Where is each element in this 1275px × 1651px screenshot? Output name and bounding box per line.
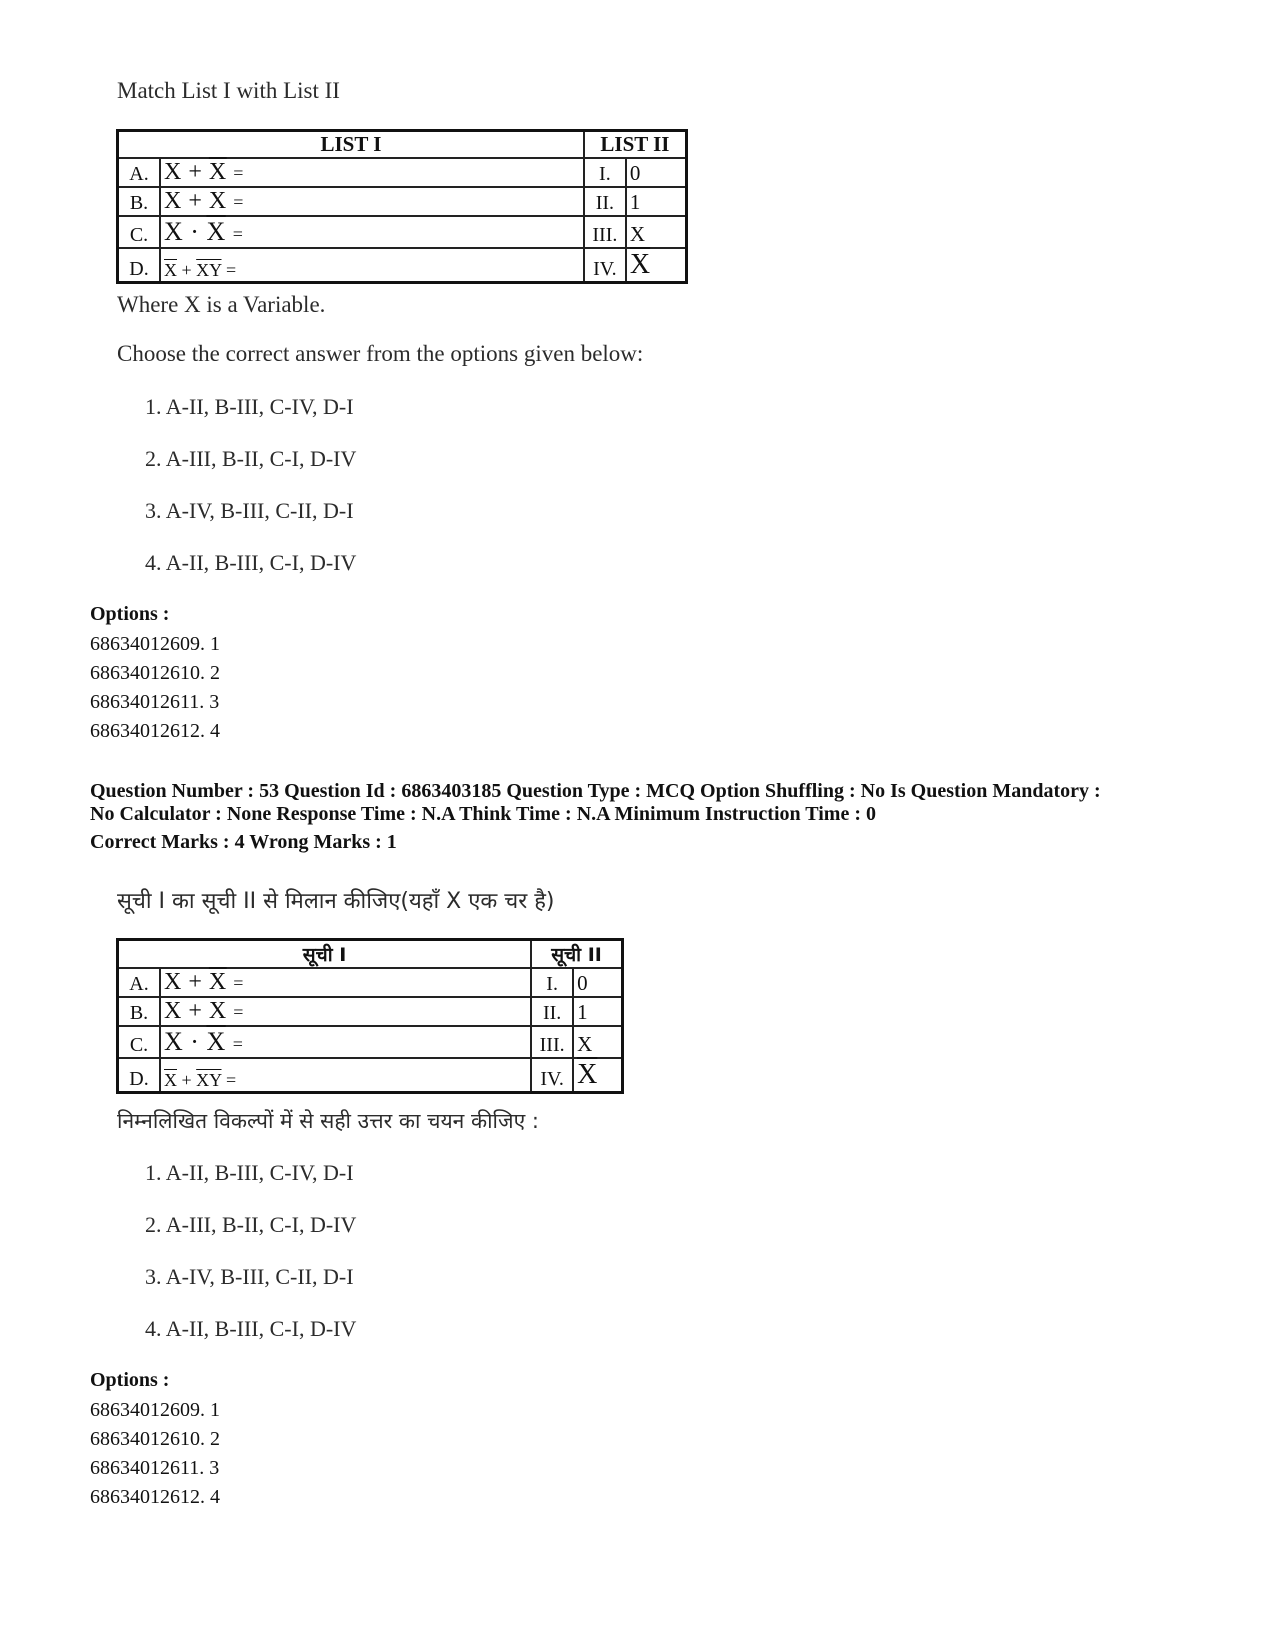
list-i-expression: X + X = [160,187,584,216]
question-meta [90,780,1210,854]
row-label: II. [584,187,626,216]
row-label: D. [118,248,161,283]
list-ii-header: सूची II [531,940,622,969]
list-ii-value: 0 [626,158,687,187]
list-ii-value: $\overline{X}$ [626,248,687,283]
options-list [90,630,220,746]
meta-line: Correct Marks : 4 Wrong Marks : 1 [90,831,397,853]
meta-line: No Calculator : None Response Time : N.A Think Time : N.A Minimum Instruction Time : 0 [90,803,876,825]
list-i-expression: $X + \overline{X}$ = [160,158,584,187]
option-item: 68634012610. 2 [90,662,220,684]
meta-line: Question Number : 53 Question Id : 6863403185 Question Type : MCQ Option Shuffling : No Is Question Mandatory : [90,780,1101,802]
row-label: D. [118,1058,161,1093]
table-row [118,158,687,187]
answer-choice: 3. A-IV, B-III, C-II, D-I [145,498,354,523]
options-list [90,1396,220,1512]
question-prompt: Match List I with List II [117,78,340,103]
options-title: Options : [90,603,170,625]
answer-choice: 1. A-II, B-III, C-IV, D-I [145,394,354,419]
answer-choice: 2. A-III, B-II, C-I, D-IV [145,1212,357,1237]
row-label: II. [531,997,573,1026]
list-ii-value: $\overline{X}$ [573,1058,622,1093]
row-label: IV. [531,1058,573,1093]
match-table [116,129,688,284]
list-i-expression: $\overline{X} + \overline{XY}$ = [160,248,584,283]
list-i-expression: $\overline{X} + \overline{XY}$ = [160,1058,531,1093]
table-row [118,968,623,997]
list-i-expression: $X + \overline{X}$ = [160,968,531,997]
table-row [118,216,687,248]
option-item: 68634012612. 4 [90,1486,220,1508]
list-ii-value: 1 [573,997,622,1026]
row-label: A. [118,968,161,997]
table-header-row [118,940,623,969]
variable-note: Where X is a Variable. [117,292,326,317]
table-row [118,248,687,283]
list-ii-value: 1 [626,187,687,216]
row-label: B. [118,997,161,1026]
answer-choice: 1. A-II, B-III, C-IV, D-I [145,1160,354,1185]
option-item: 68634012612. 4 [90,720,220,742]
row-label: III. [531,1026,573,1058]
table-row [118,1026,623,1058]
table-row [118,1058,623,1093]
table-row [118,997,623,1026]
answer-choice: 3. A-IV, B-III, C-II, D-I [145,1264,354,1289]
option-item: 68634012609. 1 [90,633,220,655]
list-i-header: LIST I [118,131,584,159]
match-table-hindi [116,938,624,1094]
row-label: I. [531,968,573,997]
question-prompt-hindi: सूची I का सूची II से मिलान कीजिए(यहाँ X एक चर है) [117,889,555,914]
answer-choice: 2. A-III, B-II, C-I, D-IV [145,446,357,471]
option-item: 68634012611. 3 [90,691,220,713]
list-ii-header: LIST II [584,131,687,159]
row-label: B. [118,187,161,216]
question-instruction: Choose the correct answer from the options given below: [117,341,644,366]
row-label: IV. [584,248,626,283]
row-label: I. [584,158,626,187]
row-label: C. [118,1026,161,1058]
table-header-row [118,131,687,159]
list-i-expression: $X \cdot \overline{X}$ = [160,216,584,248]
list-i-expression: $X \cdot \overline{X}$ = [160,1026,531,1058]
option-item: 68634012610. 2 [90,1428,220,1450]
answer-choice: 4. A-II, B-III, C-I, D-IV [145,1316,357,1341]
list-ii-value: X [626,216,687,248]
options-title: Options : [90,1369,170,1391]
option-item: 68634012611. 3 [90,1457,220,1479]
list-ii-value: 0 [573,968,622,997]
list-i-expression: X + X = [160,997,531,1026]
row-label: III. [584,216,626,248]
list-i-header: सूची I [118,940,532,969]
row-label: C. [118,216,161,248]
list-ii-value: X [573,1026,622,1058]
option-item: 68634012609. 1 [90,1399,220,1421]
table-row [118,187,687,216]
question-instruction-hindi: निम्नलिखित विकल्पों में से सही उत्तर का चयन कीजिए : [117,1109,539,1133]
row-label: A. [118,158,161,187]
answer-choice: 4. A-II, B-III, C-I, D-IV [145,550,357,575]
